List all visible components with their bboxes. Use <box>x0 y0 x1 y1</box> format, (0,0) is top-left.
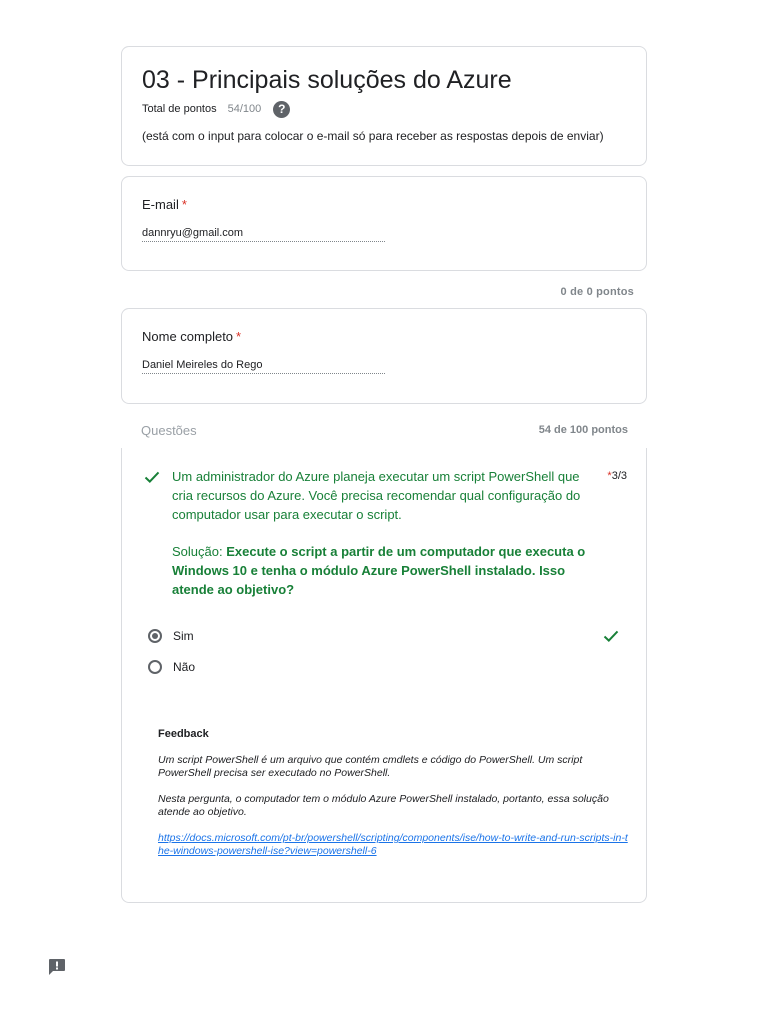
question-score <box>607 470 627 482</box>
total-score-value: 54/100 <box>227 103 262 115</box>
total-score-row <box>142 99 290 119</box>
email-label <box>142 197 187 212</box>
form-title: 03 - Principais soluções do Azure <box>142 66 512 94</box>
required-asterisk: * <box>236 329 242 344</box>
feedback-link[interactable]: https://docs.microsoft.com/pt-br/powershell/scripting/components/ise/how-to-write-and-run-scripts-in-the-windows-powershell-ise?view=powershell-6 <box>158 832 628 857</box>
form-description: (está com o input para colocar o e-mail só para receber as respostas depois de enviar) <box>142 129 604 143</box>
feedback-paragraph: Nesta pergunta, o computador tem o módulo Azure PowerShell instalado, portanto, essa solução atende ao objetivo. <box>158 793 609 818</box>
required-asterisk: * <box>181 197 187 212</box>
radio-unselected-icon[interactable] <box>148 660 162 674</box>
option-nao[interactable] <box>148 657 195 677</box>
email-question-card <box>121 176 647 271</box>
option-sim[interactable] <box>148 626 194 646</box>
required-asterisk: * <box>607 470 612 482</box>
question-text <box>172 467 592 599</box>
email-answer: dannryu@gmail.com <box>142 227 385 242</box>
help-icon[interactable]: ? <box>273 101 290 118</box>
feedback-section <box>158 728 628 858</box>
solution-prefix: Solução: <box>172 544 227 559</box>
name-label-text: Nome completo <box>142 329 234 344</box>
feedback-paragraph: Um script PowerShell é um arquivo que contém cmdlets e código do PowerShell. Um script PowerShell precisa ser executado no PowerShell. <box>158 754 583 779</box>
option-correct-check-icon <box>603 629 619 643</box>
section-title: Questões <box>141 423 197 438</box>
total-score-label: Total de pontos <box>142 103 217 115</box>
option-label: Sim <box>173 629 194 643</box>
name-question-card <box>121 308 647 404</box>
solution-text: Execute o script a partir de um computador que executa o Windows 10 e tenha o módulo Azure PowerShell instalado. Isso atende ao objetivo? <box>172 544 586 597</box>
name-answer: Daniel Meireles do Rego <box>142 359 385 374</box>
question-prompt: Um administrador do Azure planeja executar um script PowerShell que cria recursos do Azure. Você precisa recomendar qual configuração do computador usar para executar o script. <box>172 469 581 522</box>
report-problem-icon[interactable] <box>48 958 66 976</box>
question-solution <box>172 542 592 599</box>
option-label: Não <box>173 660 196 674</box>
feedback-title: Feedback <box>158 728 209 740</box>
form-header-card <box>121 46 647 166</box>
email-label-text: E-mail <box>142 197 179 212</box>
question-card <box>121 448 647 903</box>
question-score-value: 3/3 <box>611 470 627 482</box>
section-points: 54 de 100 pontos <box>538 424 628 436</box>
name-label <box>142 329 241 344</box>
radio-selected-icon[interactable] <box>148 629 162 643</box>
name-question-points: 0 de 0 pontos <box>560 286 634 298</box>
correct-check-icon <box>144 470 160 484</box>
